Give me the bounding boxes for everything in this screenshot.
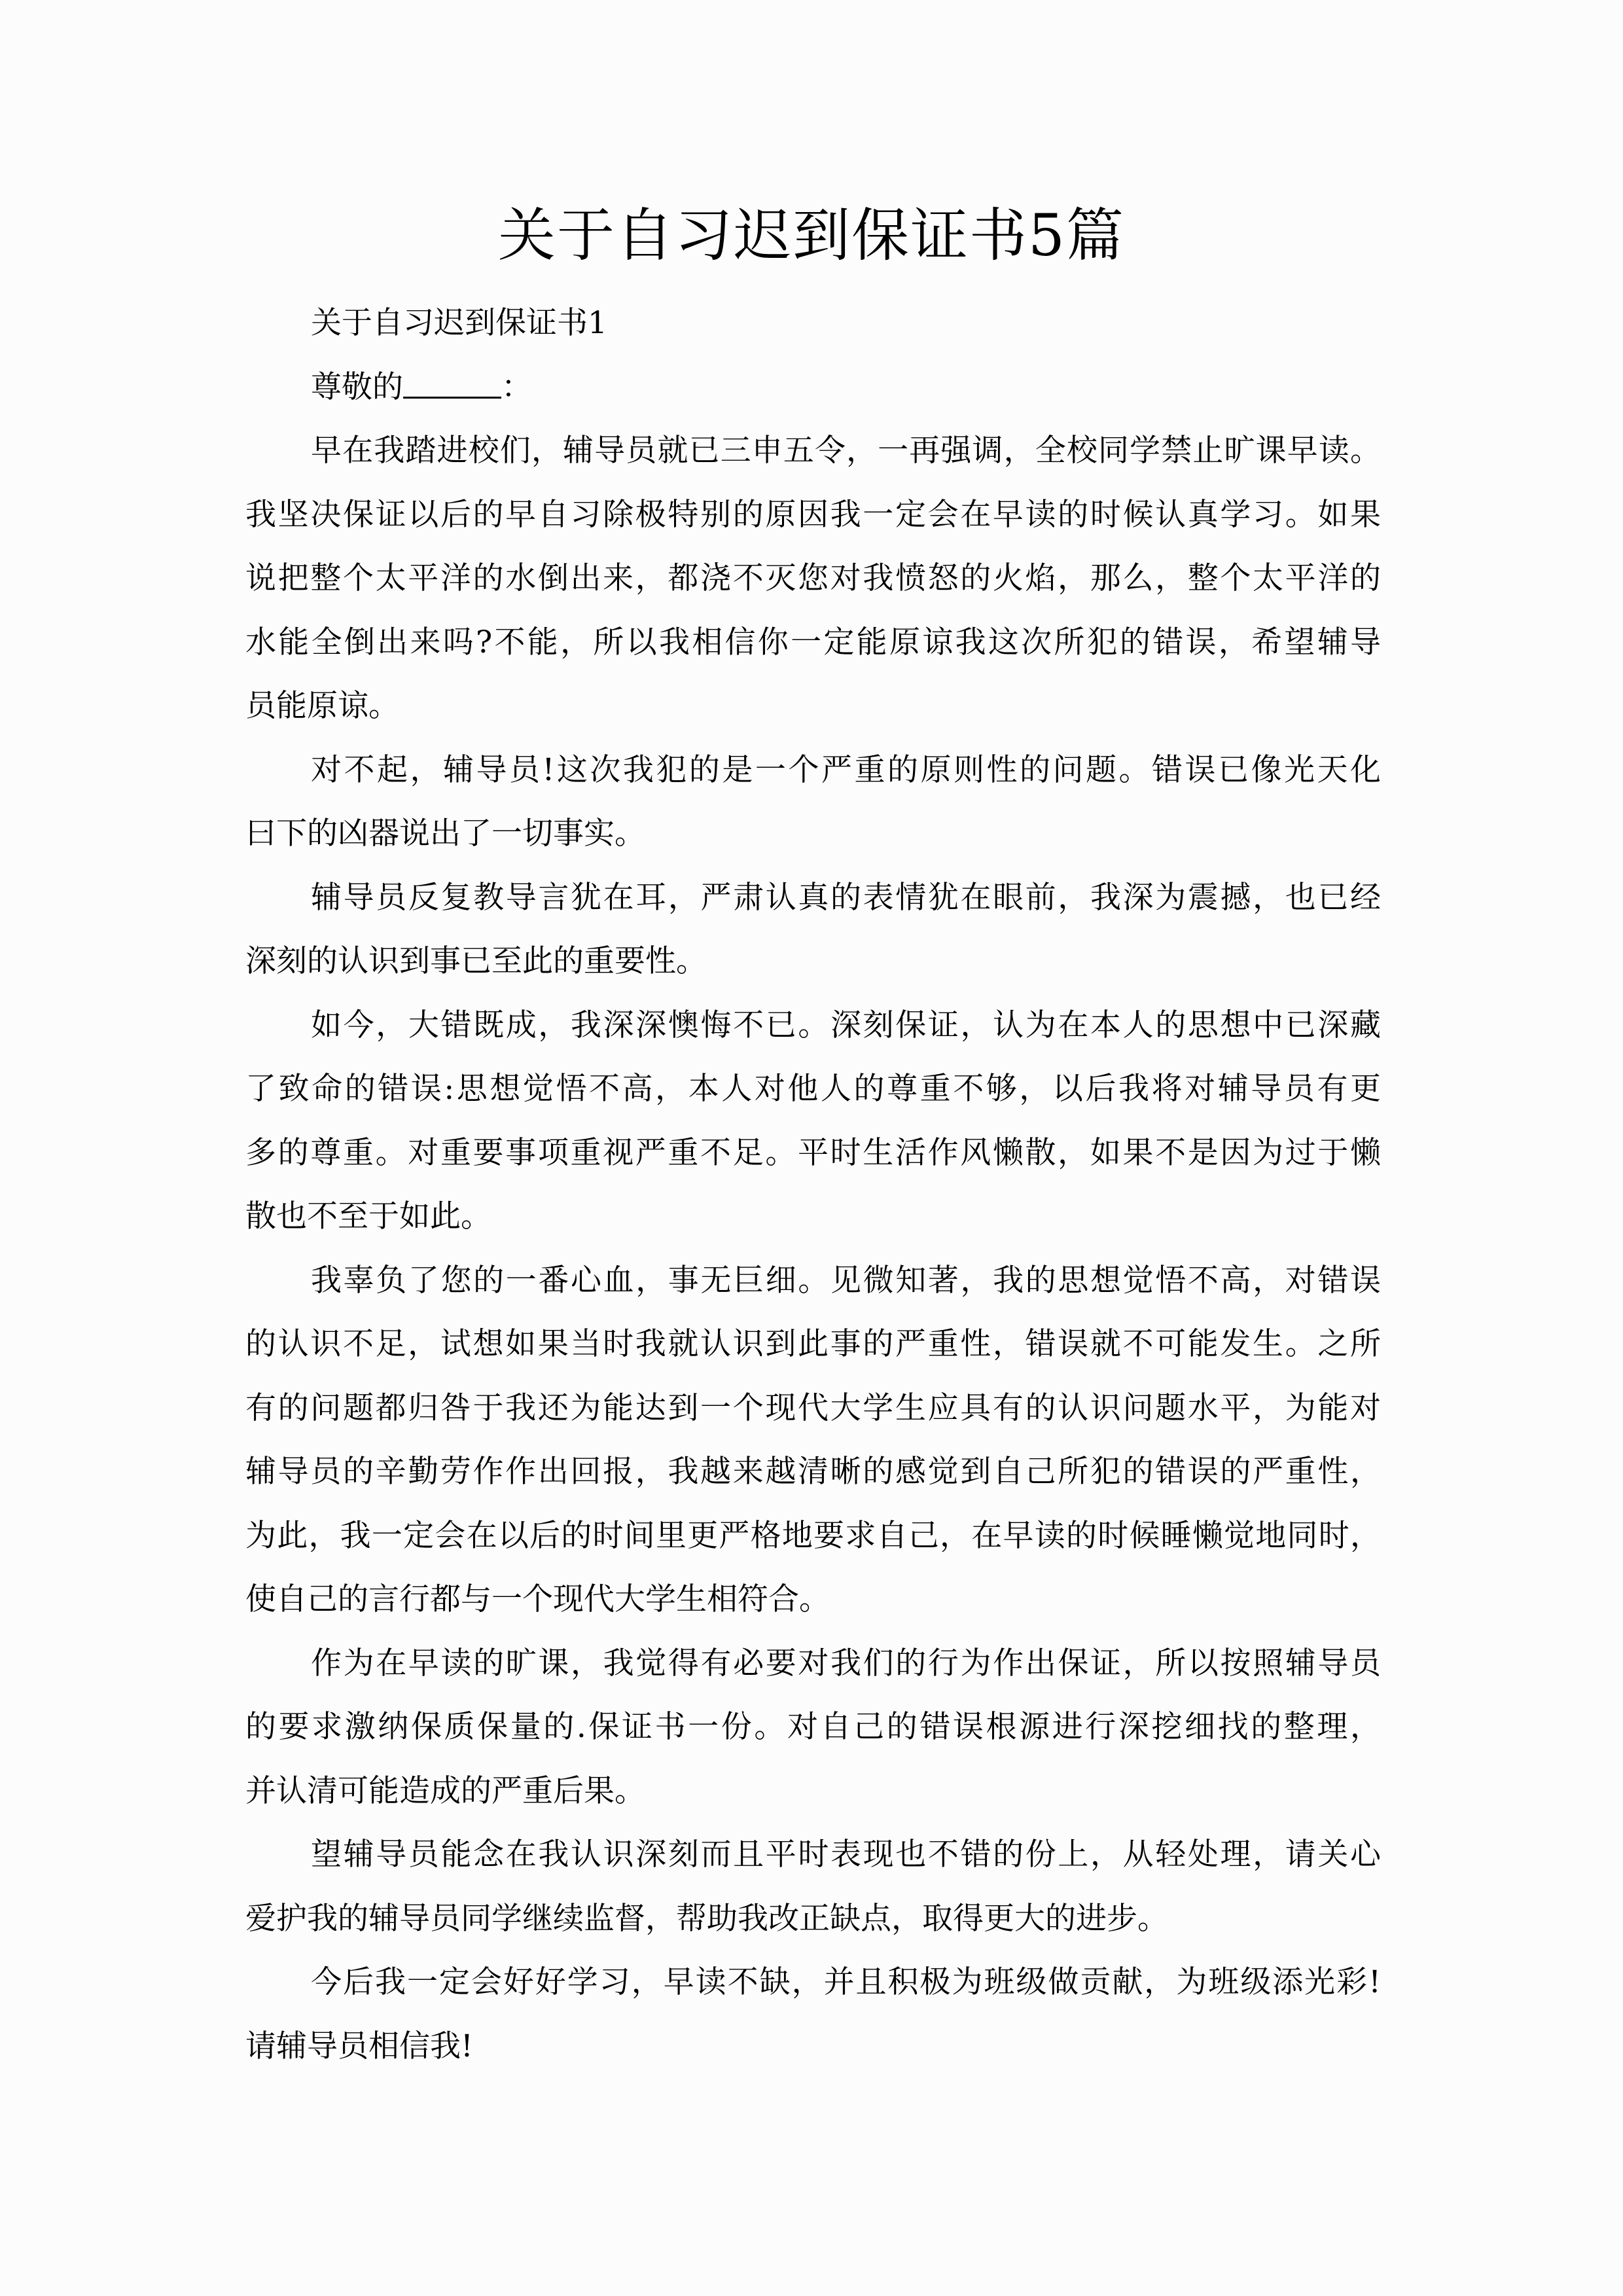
salutation xyxy=(245,355,1381,420)
paragraph-line: 今后我一定会好好学习，早读不缺，并且积极为班级做贡献，为班级添光彩! xyxy=(311,1964,1381,2000)
paragraph-line: 对不起，辅导员!这次我犯的是一个严重的原则性的问题。错误已像光天化 xyxy=(311,751,1381,788)
paragraph-line: 员能原谅。 xyxy=(245,688,399,724)
paragraph-line: 我坚决保证以后的早自习除极特别的原因我一定会在早读的时候认真学习。如果 xyxy=(245,496,1381,533)
salutation-prefix: 尊敬的 xyxy=(311,368,403,405)
paragraph-line: 有的问题都归咎于我还为能达到一个现代大学生应具有的认识问题水平，为能对 xyxy=(245,1390,1381,1426)
paragraph-line: 我辜负了您的一番心血，事无巨细。见微知著，我的思想觉悟不高，对错误 xyxy=(311,1262,1381,1299)
paragraph-line: 水能全倒出来吗?不能，所以我相信你一定能原谅我这次所犯的错误，希望辅导 xyxy=(245,624,1381,660)
paragraph-line: 多的尊重。对重要事项重视严重不足。平时生活作风懒散，如果不是因为过于懒 xyxy=(245,1134,1381,1171)
paragraph-line: 的要求激纳保质保量的.保证书一份。对自己的错误根源进行深挖细找的整理， xyxy=(245,1709,1381,1745)
paragraph-line: 辅导员的辛勤劳作作出回报，我越来越清晰的感觉到自己所犯的错误的严重性， xyxy=(245,1454,1381,1490)
paragraph xyxy=(245,1823,1381,1950)
paragraph xyxy=(245,419,1381,738)
paragraph-line: 并认清可能造成的严重后果。 xyxy=(245,1772,645,1809)
paragraph xyxy=(245,738,1381,866)
paragraph-line: 深刻的认识到事已至此的重要性。 xyxy=(245,943,707,979)
paragraph xyxy=(245,1950,1381,2078)
paragraph-line: 如今，大错既成，我深深懊悔不已。深刻保证，认为在本人的思想中已深藏 xyxy=(311,1007,1381,1043)
paragraph-line: 作为在早读的旷课，我觉得有必要对我们的行为作出保证，所以按照辅导员 xyxy=(311,1645,1381,1681)
paragraph-line: 爱护我的辅导员同学继续监督，帮助我改正缺点，取得更大的进步。 xyxy=(245,1900,1168,1937)
paragraph-line: 使自己的言行都与一个现代大学生相符合。 xyxy=(245,1581,830,1617)
paragraph-line: 为此，我一定会在以后的时间里更严格地要求自己，在早读的时候睡懒觉地同时， xyxy=(245,1517,1381,1554)
paragraph-line: 说把整个太平洋的水倒出来，都浇不灭您对我愤怒的火焰，那么，整个太平洋的 xyxy=(245,560,1381,596)
recipient-blank xyxy=(403,370,501,399)
paragraph-line: 了致命的错误:思想觉悟不高，本人对他人的尊重不够，以后我将对辅导员有更 xyxy=(245,1071,1381,1107)
document-title: 关于自习迟到保证书5篇 xyxy=(498,202,1125,269)
paragraph-line: 的认识不足，试想如果当时我就认识到此事的严重性，错误就不可能发生。之所 xyxy=(245,1326,1381,1362)
paragraph-line: 请辅导员相信我! xyxy=(245,2028,473,2064)
document-body xyxy=(245,291,1381,2078)
paragraph-line: 曰下的凶器说出了一切事实。 xyxy=(245,816,645,852)
paragraph xyxy=(245,1632,1381,1823)
section-heading: 关于自习迟到保证书1 xyxy=(311,305,607,341)
paragraph-line: 早在我踏进校们，辅导员就已三申五令，一再强调，全校同学禁止旷课早读。 xyxy=(311,433,1381,469)
paragraph xyxy=(245,1249,1381,1632)
paragraph xyxy=(245,866,1381,994)
paragraph-line: 辅导员反复教导言犹在耳，严肃认真的表情犹在眼前，我深为震撼，也已经 xyxy=(311,879,1381,916)
paragraph-line: 望辅导员能念在我认识深刻而且平时表现也不错的份上，从轻处理，请关心 xyxy=(311,1837,1381,1873)
paragraph xyxy=(245,994,1381,1249)
paragraph-line: 散也不至于如此。 xyxy=(245,1198,491,1234)
salutation-suffix: ： xyxy=(501,368,532,405)
